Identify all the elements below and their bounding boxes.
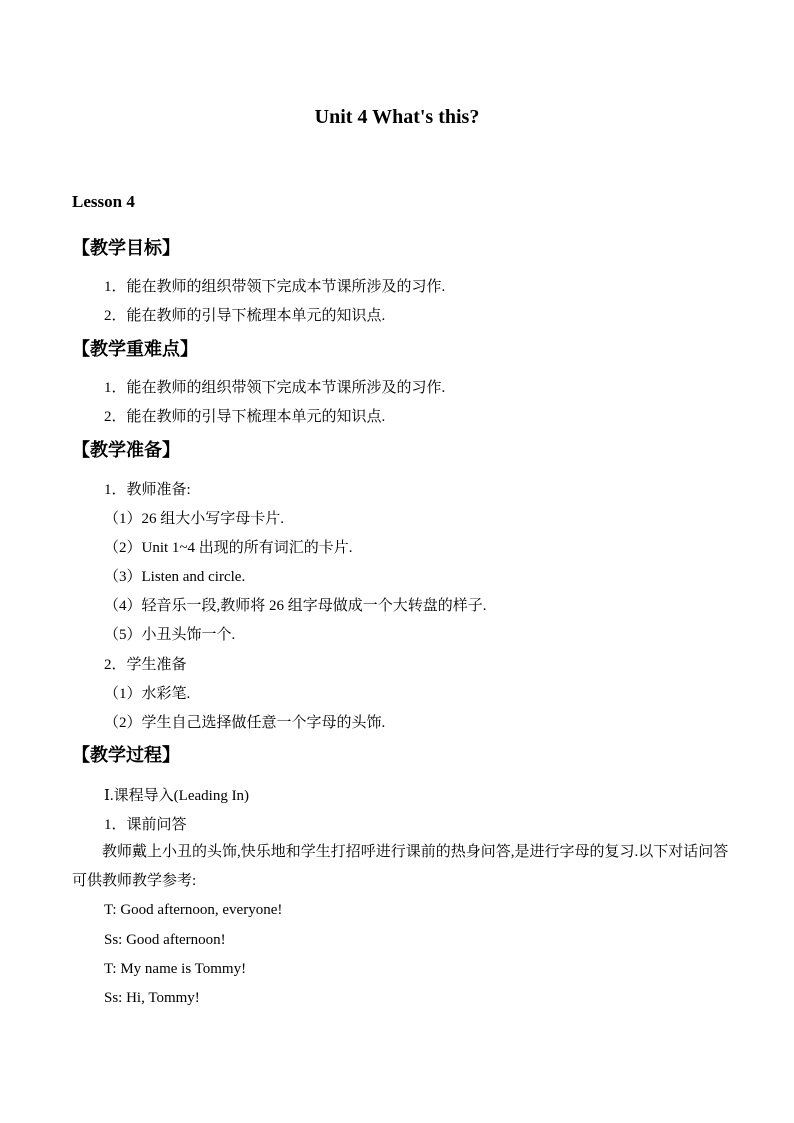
student-prep-item: （1）水彩笔.	[104, 686, 191, 702]
dialogue-line: Ss: Good afternoon!	[104, 932, 226, 948]
teacher-prep-label: 1．教师准备:	[104, 482, 191, 498]
teacher-prep-item: （4）轻音乐一段,教师将 26 组字母做成一个大转盘的样子.	[104, 598, 487, 614]
key-point-item: 1．能在教师的组织带领下完成本节课所涉及的习作.	[104, 380, 446, 396]
objective-item: 2．能在教师的引导下梳理本单元的知识点.	[104, 308, 386, 324]
objective-item: 1．能在教师的组织带领下完成本节课所涉及的习作.	[104, 279, 446, 295]
teacher-prep-item: （1）26 组大小写字母卡片.	[104, 511, 285, 527]
key-points-heading: 【教学重难点】	[72, 339, 198, 359]
teacher-prep-item: （5）小丑头饰一个.	[104, 627, 236, 643]
lesson-label: Lesson 4	[72, 192, 135, 211]
process-step-title: 1．课前问答	[104, 817, 187, 833]
key-point-item: 2．能在教师的引导下梳理本单元的知识点.	[104, 409, 386, 425]
process-part-title: Ⅰ.课程导入(Leading In)	[104, 788, 250, 804]
dialogue-line: T: Good afternoon, everyone!	[104, 902, 283, 918]
objectives-heading: 【教学目标】	[72, 238, 180, 258]
preparation-heading: 【教学准备】	[72, 440, 180, 460]
process-heading: 【教学过程】	[72, 745, 180, 765]
process-paragraph: 教师戴上小丑的头饰,快乐地和学生打招呼进行课前的热身问答,是进行字母的复习.以下对话问答可供教师教学参考:	[72, 844, 729, 889]
page-title: Unit 4 What's this?	[314, 106, 480, 128]
teacher-prep-item: （3）Listen and circle.	[104, 569, 246, 585]
student-prep-label: 2．学生准备	[104, 657, 187, 673]
teacher-prep-item: （2）Unit 1~4 出现的所有词汇的卡片.	[104, 540, 353, 556]
student-prep-item: （2）学生自己选择做任意一个字母的头饰.	[104, 715, 386, 731]
dialogue-line: Ss: Hi, Tommy!	[104, 990, 200, 1006]
dialogue-line: T: My name is Tommy!	[104, 961, 247, 977]
